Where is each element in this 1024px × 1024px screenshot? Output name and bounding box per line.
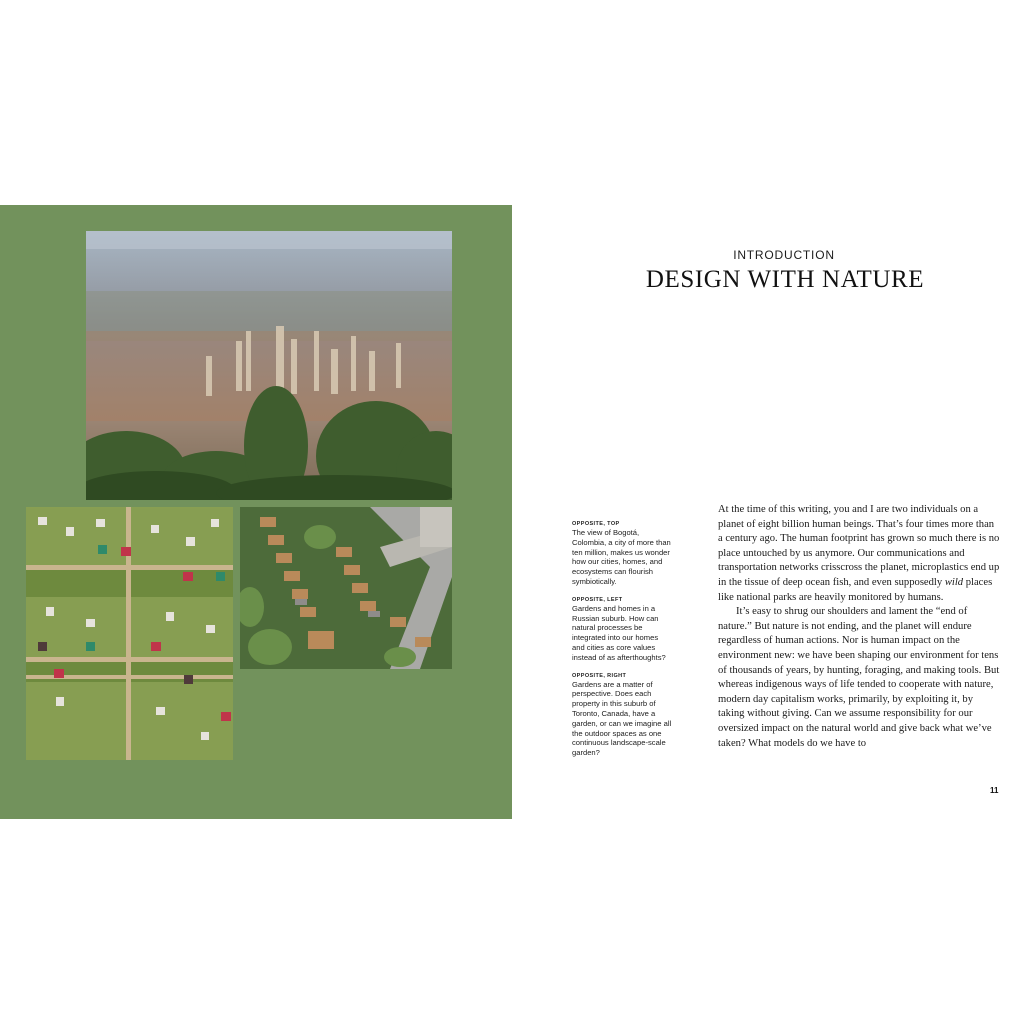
russian-suburb-photo	[26, 507, 233, 760]
chapter-title: DESIGN WITH NATURE	[645, 266, 925, 293]
toronto-suburb-photo	[240, 507, 452, 669]
caption-text: Gardens are a matter of perspective. Does each property in this suburb of Toronto, Canada, have a garden, or can we imagine all the outdoor spaces as one continuous landscape-scale garden?	[572, 679, 672, 758]
page-number: 11	[990, 786, 999, 795]
caption-text: Gardens and homes in a Russian suburb. How can natural processes be integrated into our homes and cities as core values instead of as afterthoughts?	[572, 603, 666, 662]
caption-text: The view of Bogotá, Colombia, a city of more than ten million, makes us wonder how our cities, homes, and ecosystems can flourish symbiotically.	[572, 528, 671, 586]
photo-captions	[572, 521, 672, 768]
body-paragraph-text: places like national parks are heavily monitored by humans.	[718, 576, 993, 603]
caption-label: OPPOSITE, TOP	[572, 521, 620, 527]
emphasis-wild: wild	[944, 576, 964, 588]
caption-label: OPPOSITE, LEFT	[572, 596, 623, 603]
caption-right	[572, 673, 672, 758]
body-paragraph-text: At the time of this writing, you and I are two individuals on a planet of eight billion human beings. That’s four times more than a century ago. The human footprint has grown so much there is no place untouched by us anymore. Our communications and transportation networks crisscross the planet, microplastics end up in the tissue of deep ocean fish, and even supposedly	[718, 504, 1000, 588]
right-page	[512, 0, 1024, 1024]
body-text	[718, 503, 1000, 751]
section-kicker: INTRODUCTION	[733, 248, 835, 262]
left-page	[0, 205, 512, 819]
body-paragraph: It’s easy to shrug our shoulders and lament the “end of nature.” But nature is not ending, and the planet will endure regardless of human actions. Nor is human impact on the environment new: we have been shaping our environment for tens of thousands of years, by hunting, foraging, and making tools. But whereas indigenous ways of life tended to cooperate with nature, modern day capitalism works, primarily, by exploiting it, by taking without giving. Can we assume responsibility for our oversized impact on the natural world and give back what we’ve taken? What models do we have to	[718, 606, 1000, 749]
bogota-city-photo	[86, 231, 452, 500]
caption-top	[572, 521, 672, 587]
body-paragraph	[718, 503, 1000, 605]
caption-left	[572, 597, 672, 663]
caption-label: OPPOSITE, RIGHT	[572, 672, 627, 679]
